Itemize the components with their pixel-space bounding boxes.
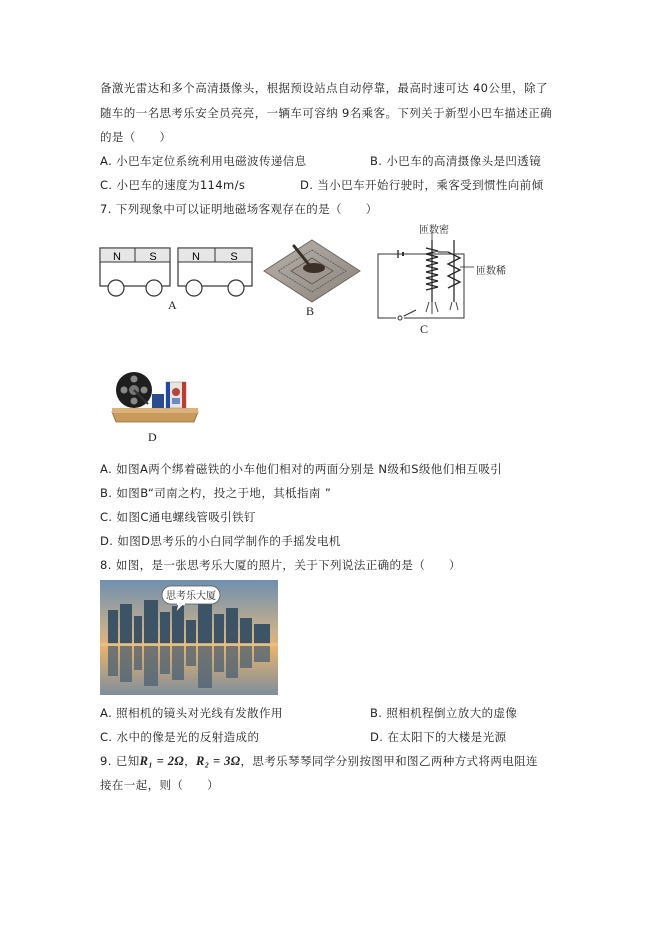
q7-stem: 7. 下列现象中可以证明地磁场客观存在的是（ ）	[100, 202, 378, 216]
q7-option-b: B. 如图B“司南之杓，投之于地，其柢指南 ”	[100, 486, 332, 500]
q9-stem-start: 9. 已知	[100, 754, 140, 768]
speech-bubble-text: 思考乐大厦	[166, 591, 216, 602]
magnet-label-s2: S	[230, 251, 238, 263]
figure-b-caption: B	[306, 304, 315, 318]
q7-option-d: D. 如图D思考乐的小白同学制作的手摇发电机	[100, 534, 341, 548]
figure-d-hand-crank-generator	[108, 368, 202, 428]
q9-stem-line2: 接在一起，则（ ）	[100, 778, 219, 792]
q8-option-a: A. 照相机的镜头对光线有发散作用	[100, 706, 283, 720]
figure-a-caption: A	[168, 298, 177, 312]
magnet-label-n1: N	[113, 251, 121, 263]
q6-option-d: D. 当小巴车开始行驶时，乘客受到惯性向前倾	[300, 178, 544, 192]
q9-separator: ，	[184, 754, 196, 768]
figure-d-caption: D	[148, 430, 157, 444]
magnet-label-s1: S	[149, 251, 157, 263]
figure-c-label-sparse-coil: 匝数稀	[476, 266, 506, 277]
q8-option-c: C. 水中的像是光的反射造成的	[100, 730, 260, 744]
q6-option-a: A. 小巴车定位系统利用电磁波传递信息	[100, 154, 307, 168]
q8-option-b: B. 照相机程倒立放大的虚像	[370, 706, 518, 720]
figure-8-building-photo	[100, 580, 278, 695]
q9-stem-line1	[100, 753, 538, 769]
q8-stem: 8. 如图，是一张思考乐大厦的照片，关于下列说法正确的是（ ）	[100, 558, 461, 572]
q6-option-b: B. 小巴车的高清摄像头是凹透镜	[370, 154, 542, 168]
q7-option-a: A. 如图A两个绑着磁铁的小车他们相对的两面分别是 N级和S级他们相互吸引	[100, 462, 503, 476]
cart-left	[100, 248, 170, 296]
q6-stem-line2: 随车的一名思考乐安全员亮亮，一辆车可容纳 9名乘客。下列关于新型小巴车描述正确	[100, 106, 553, 120]
figure-b-sinan-compass	[262, 238, 362, 304]
q6-option-c: C. 小巴车的速度为114m/s	[100, 178, 246, 192]
magnet-label-n2: N	[192, 251, 200, 263]
q9-r2: R₂ = 3Ω	[196, 754, 241, 768]
q9-stem-end: ，思考乐琴琴同学分别按图甲和图乙两种方式将两电阻连	[240, 754, 538, 768]
figure-a-magnet-carts	[98, 242, 258, 312]
q6-stem-line1: 备激光雷达和多个高清摄像头，根据预设站点自动停靠，最高时速可达 40公里，除了	[100, 81, 548, 95]
figure-c-caption: C	[420, 322, 429, 336]
cart-right	[178, 248, 252, 296]
q8-option-d: D. 在太阳下的大楼是光源	[370, 730, 507, 744]
q7-option-c: C. 如图C通电螺线管吸引铁钉	[100, 510, 256, 524]
q6-stem-line3: 的是（ ）	[100, 130, 172, 144]
q9-r1: R₁ = 2Ω	[139, 754, 185, 768]
figure-c-label-dense-coil: 匝数密	[419, 225, 449, 236]
